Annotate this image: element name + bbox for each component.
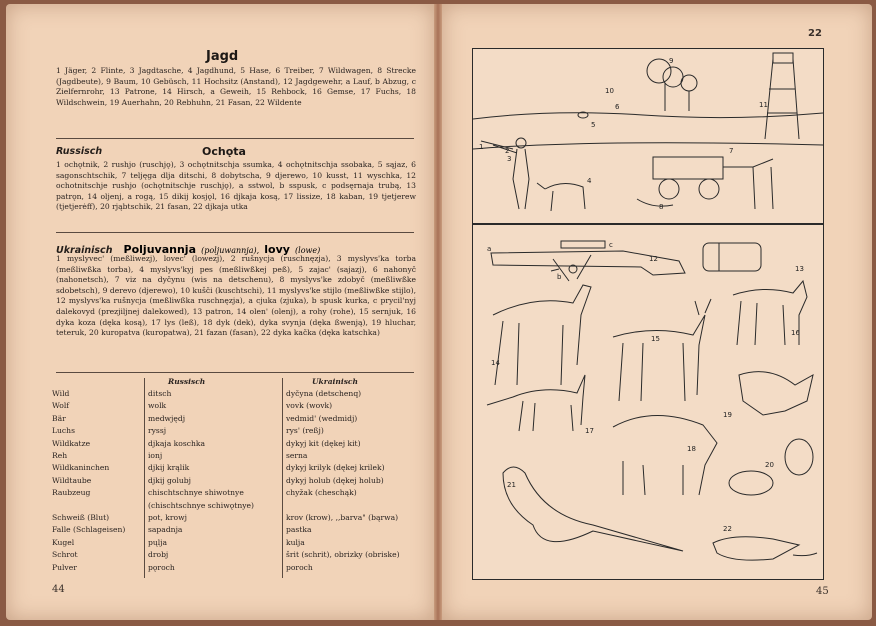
vocab-entry: ryssj	[148, 426, 167, 436]
svg-text:15: 15	[651, 335, 660, 343]
russian-title: Ochǫta	[202, 145, 246, 158]
duck-icon	[713, 537, 817, 560]
vocab-entry: vedmid' (wedmidj)	[286, 413, 358, 423]
vocab-entry: rys' (reßj)	[286, 426, 324, 436]
vocab-entry: djkaja koschka	[148, 438, 205, 448]
boar-icon	[613, 415, 717, 495]
vocab-entry: pǫroch	[148, 562, 175, 572]
svg-text:21: 21	[507, 481, 516, 489]
vocab-entry: Reh	[52, 451, 68, 461]
vocab-entry	[286, 500, 400, 512]
svg-text:5: 5	[591, 121, 596, 129]
ukrainian-title: Poljuvannja	[123, 243, 196, 256]
vocab-header-russian: Russisch	[168, 377, 206, 386]
svg-text:12: 12	[649, 255, 658, 263]
divider	[56, 232, 414, 233]
vocab-entry	[52, 500, 125, 512]
vocab-entry: medwjędj	[148, 413, 186, 423]
vocab-entry: pastka	[286, 525, 312, 535]
page-number: 44	[52, 584, 65, 595]
capercaillie-icon	[739, 372, 813, 415]
vocab-entry: Wolf	[52, 401, 70, 411]
vocab-entry: wolk	[148, 401, 167, 411]
horizon-line	[473, 113, 823, 119]
german-word-list: 1 Jäger, 2 Flinte, 3 Jagdtasche, 4 Jagdhund, 5 Hase, 6 Treiber, 7 Wildwagen, 8 Strecke (Jagdbeute), 9 Baum, 10 Gebüsch, 11 Hochsitz (Anstand), 12 Jagdgewehr, a Lauf, b Abzug, c Zielfernrohr, 13 Patrone, 14 Hirsch, a Geweih, 15 Rehbock, 16 Gemse, 17 Fuchs, 18 Wildschwein, 19 Auerhahn, 20 Rebhuhn, 21 Fasan, 22 Wildente	[56, 66, 416, 107]
svg-text:4: 4	[587, 177, 592, 185]
vocab-russian-column	[148, 388, 254, 574]
vocab-header-ukrainian: Ukrainisch	[312, 377, 358, 386]
vocab-entry: Falle (Schlageisen)	[52, 525, 126, 535]
vocab-entry: kulja	[286, 537, 305, 547]
vocab-entry: šrit (schrit), obrizky (obriske)	[286, 550, 400, 560]
tree-icon	[681, 75, 697, 111]
svg-text:7: 7	[729, 147, 734, 155]
vocab-entry: sapadnja	[148, 525, 183, 535]
svg-text:18: 18	[687, 445, 696, 453]
ukrainian-title-2-transcription: (lowe)	[295, 246, 321, 255]
vocab-entry: pot, krowj	[148, 513, 187, 523]
hunting-scene-illustration	[472, 48, 824, 224]
svg-text:b: b	[557, 273, 562, 281]
page-number-top: 22	[808, 28, 822, 39]
svg-text:c: c	[609, 241, 613, 249]
vocab-entry: ionj	[148, 451, 163, 461]
ukrainian-title-2: lovy	[264, 243, 290, 256]
vocab-entry: krov (krow), ,,barva" (bąrwa)	[286, 513, 399, 523]
russian-label: Russisch	[56, 146, 103, 157]
cartridge-icon	[703, 243, 761, 271]
svg-text:2: 2	[505, 147, 510, 155]
vocab-entry: Schweiß (Blut)	[52, 513, 110, 523]
vocab-entry: Wildkatze	[52, 438, 91, 448]
svg-text:a: a	[487, 245, 492, 253]
pheasant-icon	[503, 467, 683, 551]
vocab-entry: Schrot	[52, 550, 78, 560]
hunting-tower-icon	[765, 53, 799, 139]
page-number: 45	[816, 586, 829, 597]
right-page	[442, 4, 872, 620]
vocab-entry: chyžak (cheschąk)	[286, 488, 357, 498]
game-animals-illustration	[472, 224, 824, 580]
vocab-entry: Wildkaninchen	[52, 463, 110, 473]
svg-text:10: 10	[605, 87, 614, 95]
svg-text:14: 14	[491, 359, 500, 367]
vocab-entry: Bär	[52, 413, 66, 423]
column-divider	[144, 378, 145, 578]
svg-text:1: 1	[479, 143, 484, 151]
vocab-entry: djkij krąlik	[148, 463, 190, 473]
dog-icon	[537, 183, 585, 211]
tree-icon	[647, 59, 683, 111]
svg-text:6: 6	[615, 103, 620, 111]
svg-text:17: 17	[585, 427, 594, 435]
vocab-entry: Raubzeug	[52, 488, 91, 498]
vocab-entry: dyčyna (detschenq)	[286, 389, 362, 398]
column-divider	[282, 378, 283, 578]
svg-text:16: 16	[791, 329, 800, 337]
wagon-icon	[653, 157, 773, 209]
svg-text:11: 11	[759, 101, 768, 109]
vocab-german-column	[52, 388, 125, 574]
svg-text:13: 13	[795, 265, 804, 273]
ukrainian-title-transcription: (poljuwannja),	[201, 246, 260, 255]
svg-text:8: 8	[659, 203, 664, 211]
vocab-entry: djkij golubj	[148, 475, 191, 485]
svg-text:3: 3	[507, 155, 512, 163]
game-pile-icon	[637, 199, 673, 206]
svg-text:19: 19	[723, 411, 732, 419]
russian-word-list: 1 ochǫtnik, 2 rushjo (ruschjǫ), 3 ochǫtnitschja ssumka, 4 ochǫtnitschja ssobaka, 5 sąjaz, 6 sagonschtschik, 7 teljęga dlja ditschi, 8 dobytscha, 9 djerewo, 10 kusst, 11 wyschka, 12 ochotnitschje rushjo (ochǫtnitschje ruschjǫ), a sstwol, b sspusk, c podsęrnaja trubą, 13 patrǫn, 14 oljenj, a rogą, 15 dikij kosjǫl, 16 djkaja kosą, 17 lissize, 18 kaban, 19 tjetjerew (tjetjerėff), 20 rjąbtschik, 21 fasan, 22 djkaja utka	[56, 160, 416, 212]
vocab-ukrainian-column	[286, 388, 400, 574]
svg-text:9: 9	[669, 57, 674, 65]
svg-text:22: 22	[723, 525, 732, 533]
vocab-entry: Kugel	[52, 537, 75, 547]
fox-icon	[487, 375, 585, 431]
vocab-entry: chischtschnye shiwotnye	[148, 488, 244, 498]
vocab-entry: dykyj krilyk (dękej krilek)	[286, 463, 385, 473]
vocab-entry: dykyj holub (dękej holub)	[286, 475, 384, 485]
divider	[56, 372, 414, 373]
page-title: Jagd	[206, 49, 239, 64]
vocab-entry: Pulver	[52, 562, 77, 572]
stag-icon	[493, 255, 591, 385]
book-gutter	[434, 4, 442, 620]
vocab-entry: Wildtaube	[52, 475, 92, 485]
vocab-entry: poroch	[286, 562, 313, 572]
vocab-entry: serna	[286, 451, 308, 461]
vocab-entry: Luchs	[52, 426, 75, 436]
ukrainian-word-list: 1 myslyvec' (meßliwezj), lovec' (lowezj), 2 rušnycja (ruschnęzja), 3 myslyvs'ka torba (meßliwßka torba), 4 myslyvs'kyj pes (meßliwßkej peß), 5 zajac' (sajazj), 6 nahonyč (nahonetsch), 7 viz na dyčynu (wis na detschenu), 8 myslyvs'ke zdobyč (meßliwßke sdobetsch), 9 derevo (djerewo), 10 kušči (kuschtschi), 11 myslyvs'ke stijlo (meßliwßke stijlo), 12 myslyvs'ka rušnycja (meßliwßka ruschnęzja), a cjuka (zjuka), b spusk kurka, c prycil'nyj dalekovyd (prezjiljnej dalekowed), 13 patron, 14 olen' (olenj), a rohy (rohe), 15 sernjuk, 16 dyka koza (dęka kosą), 17 lys (leß), 18 dyk (dek), dyka svynja (dęka ßwenją), 19 hluchar, teteruk, 20 kuropatva (kuropatwa), 21 fazan (fasan), 22 dyka kačka (dęka katschka)	[56, 254, 416, 338]
svg-text:20: 20	[765, 461, 774, 469]
vocab-entry: vovk (wovk)	[286, 401, 333, 411]
vocab-entry: Wild	[52, 389, 70, 398]
vocab-entry: dykyj kit (dękej kit)	[286, 438, 361, 448]
vocab-entry: (chischtschnye schiwǫtnye)	[148, 500, 254, 510]
vocab-entry: drobj	[148, 550, 169, 560]
divider	[56, 138, 414, 139]
roebuck-icon	[613, 299, 711, 401]
vocab-entry: ditsch	[148, 389, 172, 398]
left-page	[6, 4, 434, 620]
vocab-entry: pųlja	[148, 537, 168, 547]
ukrainian-label: Ukrainisch	[56, 245, 113, 256]
